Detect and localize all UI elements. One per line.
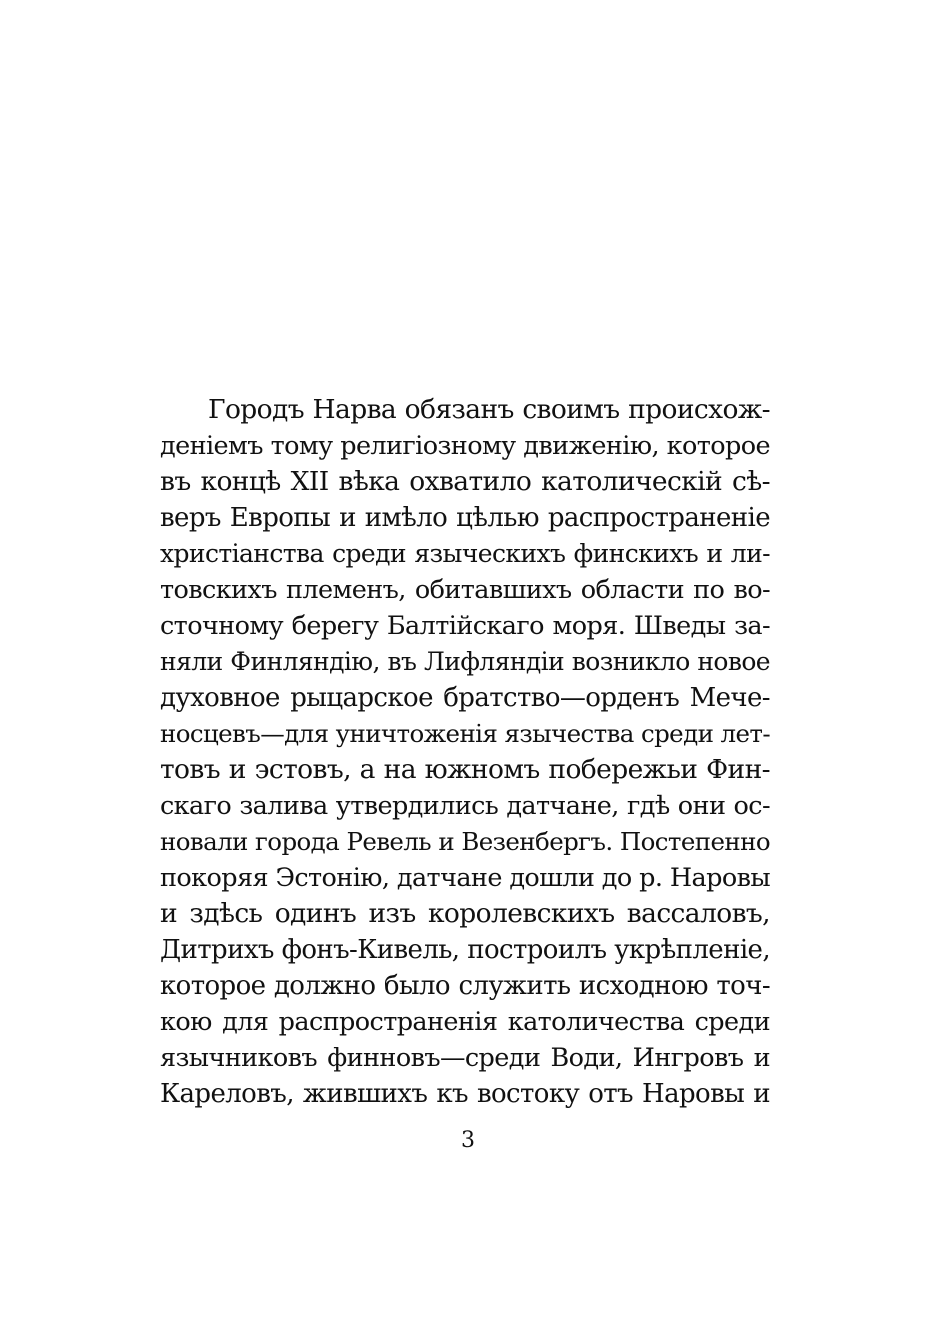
text-line: язычниковъ финновъ—среди Води, Ингровъ и xyxy=(160,1043,770,1073)
text-line: новали города Ревель и Везенбергъ. Постепенно xyxy=(160,827,770,856)
text-line: Кареловъ, жившихъ къ востоку отъ Наровы и xyxy=(160,1079,770,1109)
text-line: Дитрихъ фонъ-Кивель, построилъ укрѣпленіе, xyxy=(160,935,770,965)
text-line: скаго залива утвердились датчане, гдѣ они ос- xyxy=(160,791,770,821)
page-number: 3 xyxy=(461,1128,475,1153)
text-line: покоряя Эстонію, датчане дошли до р. Наровы xyxy=(160,863,771,893)
text-line: Городъ Нарва обязанъ своимъ происхож- xyxy=(208,394,770,425)
text-line: сточному берегу Балтійскаго моря. Шведы за- xyxy=(160,611,770,641)
text-line: въ концѣ XII вѣка охватило католическій сѣ- xyxy=(160,466,770,497)
text-line: няли Финляндію, въ Лифляндіи возникло новое xyxy=(160,647,770,676)
body-paragraph xyxy=(160,392,770,1112)
text-line: деніемъ тому религіозному движенію, которое xyxy=(160,431,770,461)
text-line: товъ и эстовъ, а на южномъ побережьи Фин- xyxy=(160,754,770,785)
text-line: и здѣсь одинъ изъ королевскихъ вассаловъ, xyxy=(160,898,770,929)
text-line: веръ Европы и имѣло цѣлью распространеніе xyxy=(160,503,770,533)
text-line: товскихъ племенъ, обитавшихъ области по во- xyxy=(160,575,770,605)
text-line: христіанства среди языческихъ финскихъ и ли- xyxy=(160,539,770,568)
text-line: кою для распространенія католичества среди xyxy=(160,1007,770,1037)
text-line: которое должно было служить исходною точ- xyxy=(160,971,770,1001)
text-line: духовное рыцарское братство—орденъ Мече- xyxy=(160,683,770,713)
text-line: носцевъ—для уничтоженія язычества среди лет- xyxy=(160,719,770,748)
